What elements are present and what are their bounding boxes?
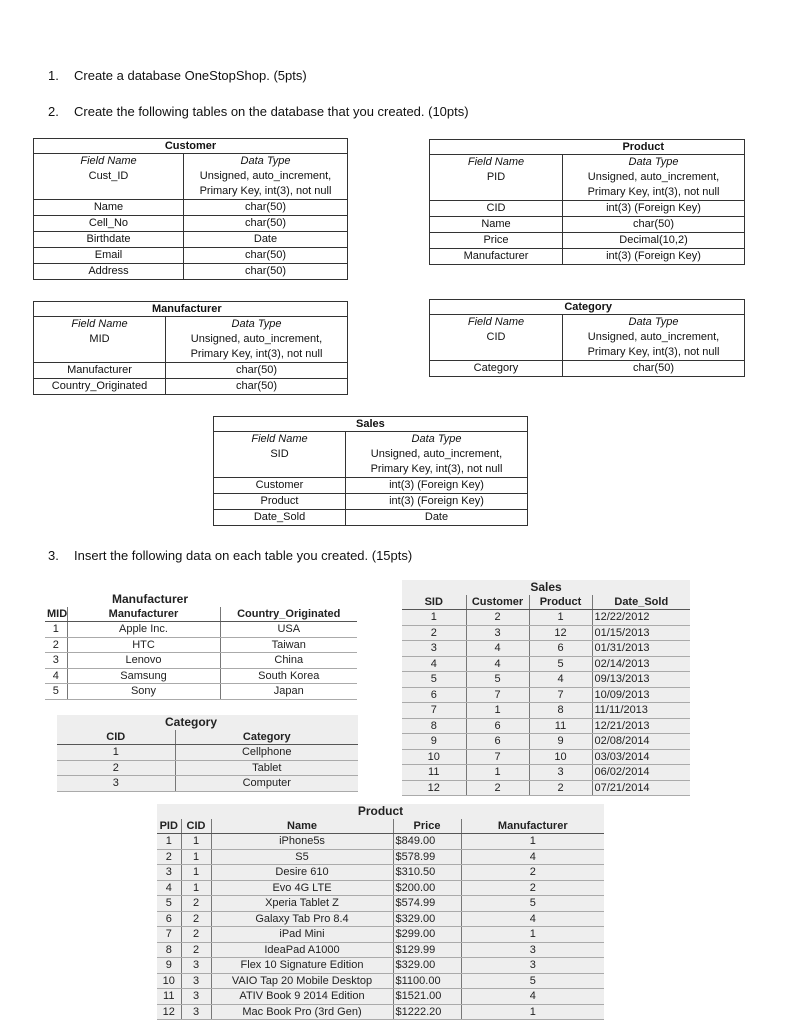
question-number: 3. [48,548,59,563]
table-row: 2 1 S5 $578.99 4 [157,849,604,865]
field-name: Birthdate [34,232,184,248]
table-title: Customer [34,139,348,154]
table-row: 5 2 Xperia Tablet Z $574.99 5 [157,896,604,912]
table-row: 2 3 12 01/15/2013 [402,625,690,641]
table-row: 3 Lenovo China [45,653,357,669]
field-name: Email [34,248,184,264]
table-row: 7 1 8 11/11/2013 [402,703,690,719]
data-type: int(3) (Foreign Key) [346,478,528,494]
field-name: Country_Originated [34,379,166,395]
data-type-header: Data Type [184,154,348,170]
table-row: 4 Samsung South Korea [45,668,357,684]
field-name: Manufacturer [430,249,563,265]
table-row: 3 Computer [57,776,358,792]
table-row: 6 2 Galaxy Tab Pro 8.4 $329.00 4 [157,911,604,927]
field-name: Date_Sold [214,510,346,526]
column-header: SID [402,595,466,610]
field-name: Category [430,361,563,377]
data-type: char(50) [166,363,348,379]
data-type: Date [184,232,348,248]
data-type: Unsigned, auto_increment, Primary Key, int(3), not null [346,447,528,478]
data-type: Unsigned, auto_increment, Primary Key, int(3), not null [563,330,745,361]
table-row: 3 1 Desire 610 $310.50 2 [157,865,604,881]
table-row: 8 6 11 12/21/2013 [402,718,690,734]
column-header: Category [175,730,358,745]
data-type: Unsigned, auto_increment, Primary Key, int(3), not null [184,169,348,200]
table-title: Manufacturer [34,302,348,317]
question-text: Create a database OneStopShop. (5pts) [74,68,307,83]
column-header: Customer [466,595,529,610]
data-type: Unsigned, auto_increment, Primary Key, int(3), not null [563,170,745,201]
data-type: char(50) [184,248,348,264]
field-name-header: Field Name [430,315,563,331]
table-row: 9 6 9 02/08/2014 [402,734,690,750]
data-type: char(50) [184,216,348,232]
field-name: Price [430,233,563,249]
field-name-header: Field Name [34,317,166,333]
field-name: Name [430,217,563,233]
table-row: 5 Sony Japan [45,684,357,700]
table-row: 2 Tablet [57,760,358,776]
sales-schema-table [213,416,528,526]
table-row: 11 3 ATIV Book 9 2014 Edition $1521.00 4 [157,989,604,1005]
category-data-table [57,715,358,792]
column-header: CID [57,730,175,745]
data-type: char(50) [184,264,348,280]
data-type: int(3) (Foreign Key) [346,494,528,510]
field-name: Manufacturer [34,363,166,379]
column-header: MID [47,607,68,620]
table-row: 4 4 5 02/14/2013 [402,656,690,672]
question-number: 1. [48,68,59,83]
table-row: 10 3 VAIO Tap 20 Mobile Desktop $1100.00 5 [157,973,604,989]
sales-data-table [402,580,690,796]
manufacturer-schema-table [33,301,348,395]
field-name: SID [214,447,346,478]
table-row: 7 2 iPad Mini $299.00 1 [157,927,604,943]
category-schema-table [429,299,745,377]
field-name: Customer [214,478,346,494]
column-header: Manufacturer [67,607,220,622]
question-number: 2. [48,104,59,119]
table-row: 10 7 10 03/03/2014 [402,749,690,765]
data-type-header: Data Type [346,432,528,448]
question-text: Create the following tables on the database that you created. (10pts) [74,104,469,119]
data-type: char(50) [166,379,348,395]
table-row: 11 1 3 06/02/2014 [402,765,690,781]
field-name-header: Field Name [34,154,184,170]
column-header: Price [393,819,461,834]
field-name: Address [34,264,184,280]
table-title: Sales [530,580,562,594]
column-header: Date_Sold [592,595,690,610]
table-row: 8 2 IdeaPad A1000 $129.99 3 [157,942,604,958]
table-title: Sales [214,417,528,432]
table-row: 9 3 Flex 10 Signature Edition $329.00 3 [157,958,604,974]
table-row: 12 3 Mac Book Pro (3rd Gen) $1222.20 1 [157,1004,604,1020]
data-type: Date [346,510,528,526]
field-name: Product [214,494,346,510]
data-type: char(50) [563,217,745,233]
field-name-header: Field Name [214,432,346,448]
field-name: Cell_No [34,216,184,232]
data-type: char(50) [563,361,745,377]
field-name: MID [34,332,166,363]
table-title: Category [165,715,218,729]
data-type: int(3) (Foreign Key) [563,249,745,265]
column-header: Country_Originated [220,607,357,622]
table-row: 5 5 4 09/13/2013 [402,672,690,688]
table-row: 4 1 Evo 4G LTE $200.00 2 [157,880,604,896]
data-type-header: Data Type [563,155,745,171]
data-type-header: Data Type [563,315,745,331]
column-header: Manufacturer [461,819,604,834]
product-data-table [157,804,604,1020]
field-name-header: Field Name [430,155,563,171]
data-type: int(3) (Foreign Key) [563,201,745,217]
product-schema-table [429,139,745,265]
table-title: Product [430,140,745,155]
customer-schema-table [33,138,348,280]
data-type-header: Data Type [166,317,348,333]
table-row: 3 4 6 01/31/2013 [402,641,690,657]
data-type: Unsigned, auto_increment, Primary Key, int(3), not null [166,332,348,363]
table-row: 12 2 2 07/21/2014 [402,780,690,796]
table-title: Manufacturer [112,592,189,606]
table-row: 2 HTC Taiwan [45,637,357,653]
question-text: Insert the following data on each table you created. (15pts) [74,548,413,563]
column-header: PID [157,819,181,834]
column-header: Name [211,819,393,834]
field-name: CID [430,330,563,361]
table-title: Category [430,300,745,315]
table-title: Product [357,804,404,818]
column-header: CID [181,819,211,834]
field-name: Name [34,200,184,216]
field-name: PID [430,170,563,201]
data-type: Decimal(10,2) [563,233,745,249]
table-row: 6 7 7 10/09/2013 [402,687,690,703]
data-type: char(50) [184,200,348,216]
column-header: Product [529,595,592,610]
table-row: 1 1 iPhone5s $849.00 1 [157,834,604,850]
table-row: 1 Apple Inc. USA [45,622,357,638]
table-row: 1 Cellphone [57,745,358,761]
field-name: CID [430,201,563,217]
manufacturer-data-table [45,592,357,700]
field-name: Cust_ID [34,169,184,200]
table-row: 1 2 1 12/22/2012 [402,610,690,626]
